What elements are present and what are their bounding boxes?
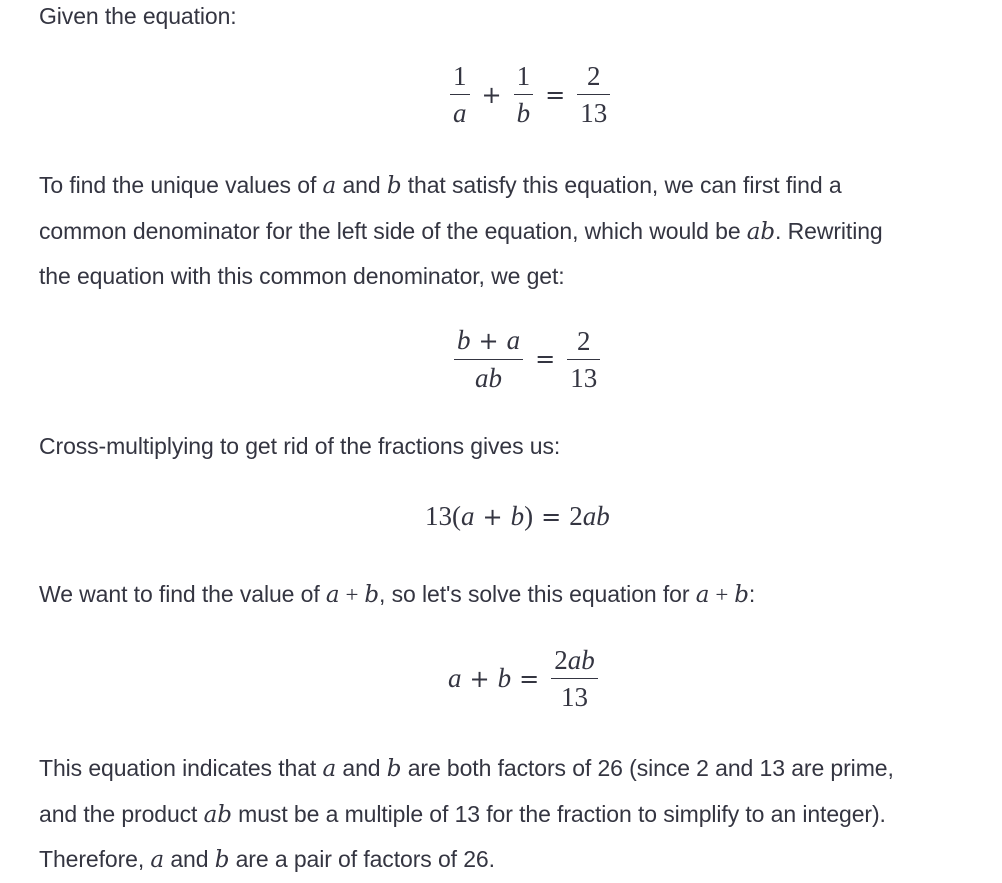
text: are both factors of 26 (since 2 and 13 are prime, [401, 755, 894, 781]
text: must be a multiple of 13 for the fraction to simplify to an integer). [231, 800, 886, 827]
math-var-b: b [457, 325, 471, 355]
math-var-a: a [461, 501, 475, 531]
math-var-a: a [448, 663, 462, 693]
plus-operator: + [469, 664, 490, 693]
text: This equation indicates that [39, 755, 323, 781]
plus-operator: + [478, 327, 499, 355]
paragraph-intro [39, 0, 237, 39]
text: : [748, 581, 756, 607]
numerator [454, 326, 523, 359]
denominator: b [514, 94, 534, 127]
text: the equation with this common denominator, we get: [39, 263, 565, 289]
math-var-ab: ab [582, 501, 610, 531]
text: and the product [39, 800, 204, 827]
math-var-a: a [506, 325, 521, 355]
paragraph-cross-multiply [39, 424, 560, 469]
math-var-a: a [695, 582, 710, 608]
fraction-1-over-b [514, 62, 534, 127]
paragraph-conclusion [39, 746, 894, 883]
text: and [336, 172, 387, 198]
numerator: 1 [516, 61, 531, 91]
denominator: a [450, 94, 470, 127]
text: that satisfy this equation, we can first find a [401, 172, 842, 198]
numerator: 2 [576, 325, 591, 356]
math-var-b: b [214, 847, 230, 873]
equation-2 [450, 326, 604, 392]
denominator: 13 [551, 678, 598, 711]
text: Cross-multiplying to get rid of the fractions gives us: [39, 433, 561, 459]
text: common denominator for the left side of the equation, which would be [39, 217, 747, 244]
denominator: 13 [577, 94, 610, 127]
denominator: 13 [567, 359, 600, 392]
equation-4 [448, 646, 602, 711]
fraction-1-over-a [450, 62, 470, 127]
math-var-b: b [497, 663, 512, 693]
fraction-b-plus-a-over-ab [454, 326, 523, 392]
plus-operator: + [481, 80, 502, 109]
text: Given the equation: [39, 3, 237, 29]
numerator [551, 646, 598, 678]
math-var-ab: ab [203, 801, 232, 828]
numerator: 2 [586, 61, 601, 91]
math-var-ab: ab [567, 645, 595, 675]
math-var-ab: ab [746, 218, 776, 245]
math-var-a: a [322, 756, 337, 782]
text: We want to find the value of [39, 581, 326, 607]
text: Therefore, [39, 846, 151, 872]
math-var-b: b [734, 582, 749, 608]
math-var-a: a [325, 582, 340, 608]
equals-operator: = [545, 80, 566, 109]
plus-operator: + [482, 502, 503, 531]
fraction-2-over-13 [567, 327, 600, 392]
paragraph-common-denominator [39, 163, 883, 299]
denominator: ab [454, 359, 523, 392]
math-var-b: b [386, 756, 402, 782]
fraction-2ab-over-13 [551, 646, 598, 711]
equals-operator: = [541, 502, 562, 531]
text: and [336, 755, 387, 781]
text: and [164, 846, 215, 872]
equals-operator: = [519, 664, 540, 693]
equation-1 [446, 62, 614, 127]
math-var-b: b [386, 173, 402, 199]
coefficient: 2 [554, 645, 568, 675]
math-var-a: a [150, 847, 165, 873]
math-var-a: a [322, 173, 337, 199]
coefficient: 2 [569, 501, 583, 531]
fraction-2-over-13 [577, 62, 610, 127]
text: To find the unique values of [39, 172, 323, 198]
plus-operator: + [345, 582, 359, 607]
text: are a pair of factors of 26. [229, 846, 495, 872]
math-var-b: b [510, 501, 525, 531]
plus-operator: + [715, 582, 729, 607]
math-var-b: b [364, 582, 380, 608]
equals-operator: = [535, 345, 556, 373]
paragraph-solve-for-sum [39, 572, 755, 618]
close-paren: ) [524, 501, 534, 531]
coefficient: 13( [425, 501, 461, 531]
numerator: 1 [453, 61, 467, 91]
text: , so let's solve this equation for [379, 581, 696, 607]
text: . Rewriting [775, 217, 883, 244]
equation-3 [425, 501, 610, 532]
